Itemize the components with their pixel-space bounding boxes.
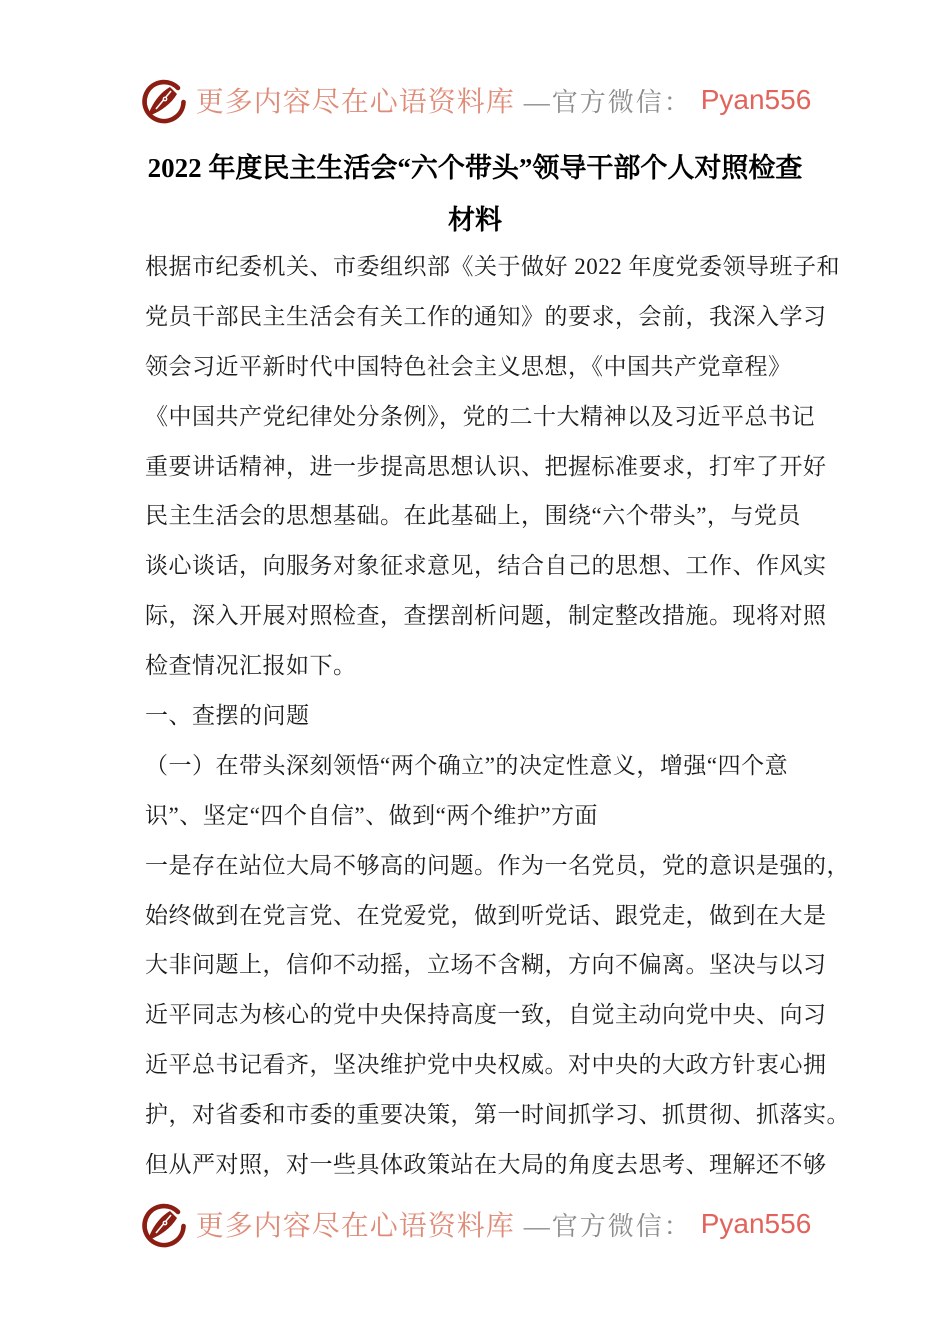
- body-text-line: 一、查摆的问题: [145, 703, 310, 729]
- body-text-line: 始终做到在党言党、在党爱党，做到听党话、跟党走，做到在大是: [145, 902, 827, 928]
- promo-brand-text: 更多内容尽在心语资料库: [195, 1211, 515, 1242]
- pen-nib-logo-icon: [139, 1200, 187, 1248]
- promo-wechat-id: Pyan556: [700, 1208, 812, 1239]
- body-text-line: 近平同志为核心的党中央保持高度一致，自觉主动向党中央、向习: [145, 1002, 827, 1028]
- promo-brand-text: 更多内容尽在心语资料库: [195, 87, 515, 118]
- document-title: [0, 142, 950, 246]
- body-text-line: 领会习近平新时代中国特色社会主义思想，《中国共产党章程》: [145, 353, 792, 379]
- header-promo-banner: [0, 76, 950, 124]
- body-text-line: 识”、坚定“四个自信”、做到“两个维护”方面: [145, 802, 599, 828]
- promo-wechat-label: —官方微信：: [523, 1211, 692, 1241]
- promo-wechat-label: —官方微信：: [523, 87, 692, 117]
- promo-wechat-id: Pyan556: [700, 84, 812, 115]
- document-body: [145, 242, 850, 1190]
- document-title-line-2: 材料: [448, 205, 502, 235]
- body-text-line: 党员干部民主生活会有关工作的通知》的要求，会前，我深入学习: [145, 303, 827, 329]
- body-text-line: 重要讲话精神，进一步提高思想认识、把握标准要求，打牢了开好: [145, 453, 827, 479]
- body-text-line: 一是存在站位大局不够高的问题。作为一名党员，党的意识是强的，: [145, 852, 850, 878]
- body-text-line: 检查情况汇报如下。: [145, 653, 357, 679]
- body-text-line: 护，对省委和市委的重要决策，第一时间抓学习、抓贯彻、抓落实。: [145, 1102, 850, 1128]
- body-text-line: 际，深入开展对照检查，查摆剖析问题，制定整改措施。现将对照: [145, 603, 827, 629]
- body-text-line: 近平总书记看齐，坚决维护党中央权威。对中央的大政方针衷心拥: [145, 1052, 827, 1078]
- body-text-line: 根据市纪委机关、市委组织部《关于做好 2022 年度党委领导班子和: [145, 254, 840, 279]
- body-text-line: 大非问题上，信仰不动摇，立场不含糊，方向不偏离。坚决与以习: [145, 952, 827, 978]
- body-text-line: 《中国共产党纪律处分条例》，党的二十大精神以及习近平总书记: [145, 403, 815, 429]
- body-text-line: 但从严对照，对一些具体政策站在大局的角度去思考、理解还不够: [145, 1152, 827, 1178]
- footer-promo-banner: [0, 1200, 950, 1248]
- pen-nib-logo-icon: [139, 76, 187, 124]
- document-title-line-1: 2022 年度民主生活会“六个带头”领导干部个人对照检查: [147, 153, 803, 183]
- body-text-line: 民主生活会的思想基础。在此基础上，围绕“六个带头”，与党员: [145, 503, 801, 529]
- body-text-line: （一）在带头深刻领悟“两个确立”的决定性意义，增强“四个意: [145, 752, 789, 778]
- body-text-line: 谈心谈话，向服务对象征求意见，结合自己的思想、工作、作风实: [145, 553, 827, 579]
